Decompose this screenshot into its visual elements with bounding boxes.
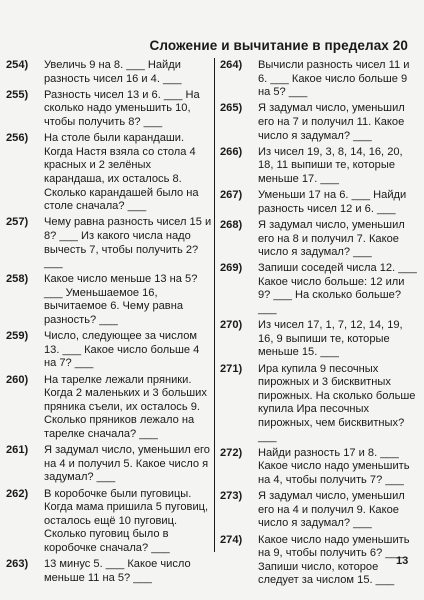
task-number: 274) xyxy=(220,533,243,546)
task-text: Какое число надо уменьшить на 9, чтобы получить 6? ___ Запиши число, которое следует за числом 15. ___ xyxy=(258,533,410,587)
task-text: Уменьши 17 на 6. ___ Найди разность чисел 12 и 6. ___ xyxy=(258,189,407,215)
page-title: Сложение и вычитание в пределах 20 xyxy=(149,38,408,53)
task-item xyxy=(6,216,212,270)
task-item xyxy=(220,319,417,360)
task-item xyxy=(220,189,417,216)
task-item xyxy=(220,146,417,187)
task-item xyxy=(6,273,212,327)
task-number: 256) xyxy=(6,132,29,145)
task-item xyxy=(6,444,212,485)
task-number: 254) xyxy=(6,59,29,71)
task-number: 271) xyxy=(220,362,243,375)
task-number: 273) xyxy=(220,490,243,503)
task-text: 13 минус 5. ___ Какое число меньше 11 на 5? ___ xyxy=(44,558,191,584)
page-number: 13 xyxy=(396,555,409,567)
task-text: Какое число меньше 13 на 5? ___ Уменьшаемое 16, вычитаемое 6. Чему равна разность? ___ xyxy=(44,273,198,327)
task-text: Я задумал число, уменьшил его на 8 и получил 7. Какое число я задумал? ___ xyxy=(258,218,405,259)
task-item xyxy=(220,219,417,260)
task-number: 257) xyxy=(6,216,29,229)
task-text: Из чисел 17, 1, 7, 12, 14, 19, 16, 9 выпиши те, которые меньше 15. ___ xyxy=(258,319,403,359)
task-item xyxy=(6,89,212,130)
task-number: 259) xyxy=(6,330,29,343)
task-item xyxy=(6,330,212,371)
task-number: 262) xyxy=(6,487,29,500)
task-item xyxy=(220,262,417,316)
task-number: 260) xyxy=(6,373,29,386)
task-number: 269) xyxy=(220,262,243,275)
task-text: Я задумал число, уменьшил его на 4 и получил 9. Какое число я задумал? ___ xyxy=(258,490,405,530)
task-text: Увеличь 9 на 8. ___ Найди разность чисел 16 и 4. ___ xyxy=(44,59,182,85)
task-item xyxy=(220,447,417,488)
task-number: 261) xyxy=(6,444,29,457)
task-item xyxy=(6,374,212,442)
task-text: Запиши соседей числа 12. ___ Какое число больше: 12 или 9? ___ На сколько больше? ___ xyxy=(258,262,417,316)
task-number: 258) xyxy=(6,273,29,286)
right-column xyxy=(220,59,417,591)
task-text: Я задумал число, уменьшил его на 7 и получил 11. Какое число я задумал? ___ xyxy=(258,102,405,142)
task-number: 268) xyxy=(220,218,243,231)
left-column xyxy=(6,59,212,588)
task-text: Найди разность 17 и 8. ___ Какое число надо уменьшить на 4, чтобы получить 7? ___ xyxy=(258,446,410,486)
task-number: 264) xyxy=(220,59,243,71)
task-number: 272) xyxy=(220,446,243,459)
task-text: На тарелке лежали пряники. Когда 2 маленьких и 3 больших пряника съели, их осталось 9. Сколько пряников лежало на тарелке сначала? ___ xyxy=(44,373,207,440)
task-item xyxy=(220,490,417,531)
task-text: Из чисел 19, 3, 8, 14, 16, 20, 18, 11 выпиши те, которые меньше 17. ___ xyxy=(258,145,403,185)
task-item xyxy=(6,558,212,585)
task-number: 270) xyxy=(220,319,243,332)
task-text: Число, следующее за числом 13. ___ Какое число больше 4 на 7? ___ xyxy=(44,330,200,370)
task-text: Чему равна разность чисел 15 и 8? ___ Из какого числа надо вычесть 7, чтобы получить 2? ___ xyxy=(44,216,212,270)
task-number: 265) xyxy=(220,102,243,115)
task-number: 266) xyxy=(220,145,243,158)
task-item xyxy=(220,363,417,445)
task-number: 263) xyxy=(6,558,29,571)
task-text: Ира купила 9 песочных пирожных и 3 бисквитных пирожных. На сколько больше купила Ира песочных пирожных, чем бисквитных? ___ xyxy=(258,362,416,443)
task-item xyxy=(220,59,417,100)
task-item xyxy=(6,132,212,214)
task-text: Вычисли разность чисел 11 и 6. ___ Какое число больше 9 на 5? ___ xyxy=(258,59,410,99)
task-item xyxy=(220,534,417,588)
task-item xyxy=(220,102,417,143)
task-text: Разность чисел 13 и 6. ___ На сколько надо уменьшить 10, чтобы получить 8? ___ xyxy=(44,88,200,128)
task-text: Я задумал число, уменьшил его на 4 и получил 5. Какое число я задумал? ___ xyxy=(44,444,210,484)
task-number: 267) xyxy=(220,189,243,202)
task-item xyxy=(6,488,212,556)
column-divider xyxy=(214,58,215,552)
task-text: На столе были карандаши. Когда Настя взяла со стола 4 красных и 2 зелёных карандаша, их осталось 8. Сколько карандашей было на столе сначала? ___ xyxy=(44,132,199,213)
task-text: В коробочке были пуговицы. Когда мама пришила 5 пуговиц, осталось ещё 10 пуговиц. Сколько пуговиц было в коробочке сначала? ___ xyxy=(44,487,209,554)
task-item xyxy=(6,59,212,86)
task-number: 255) xyxy=(6,88,29,101)
